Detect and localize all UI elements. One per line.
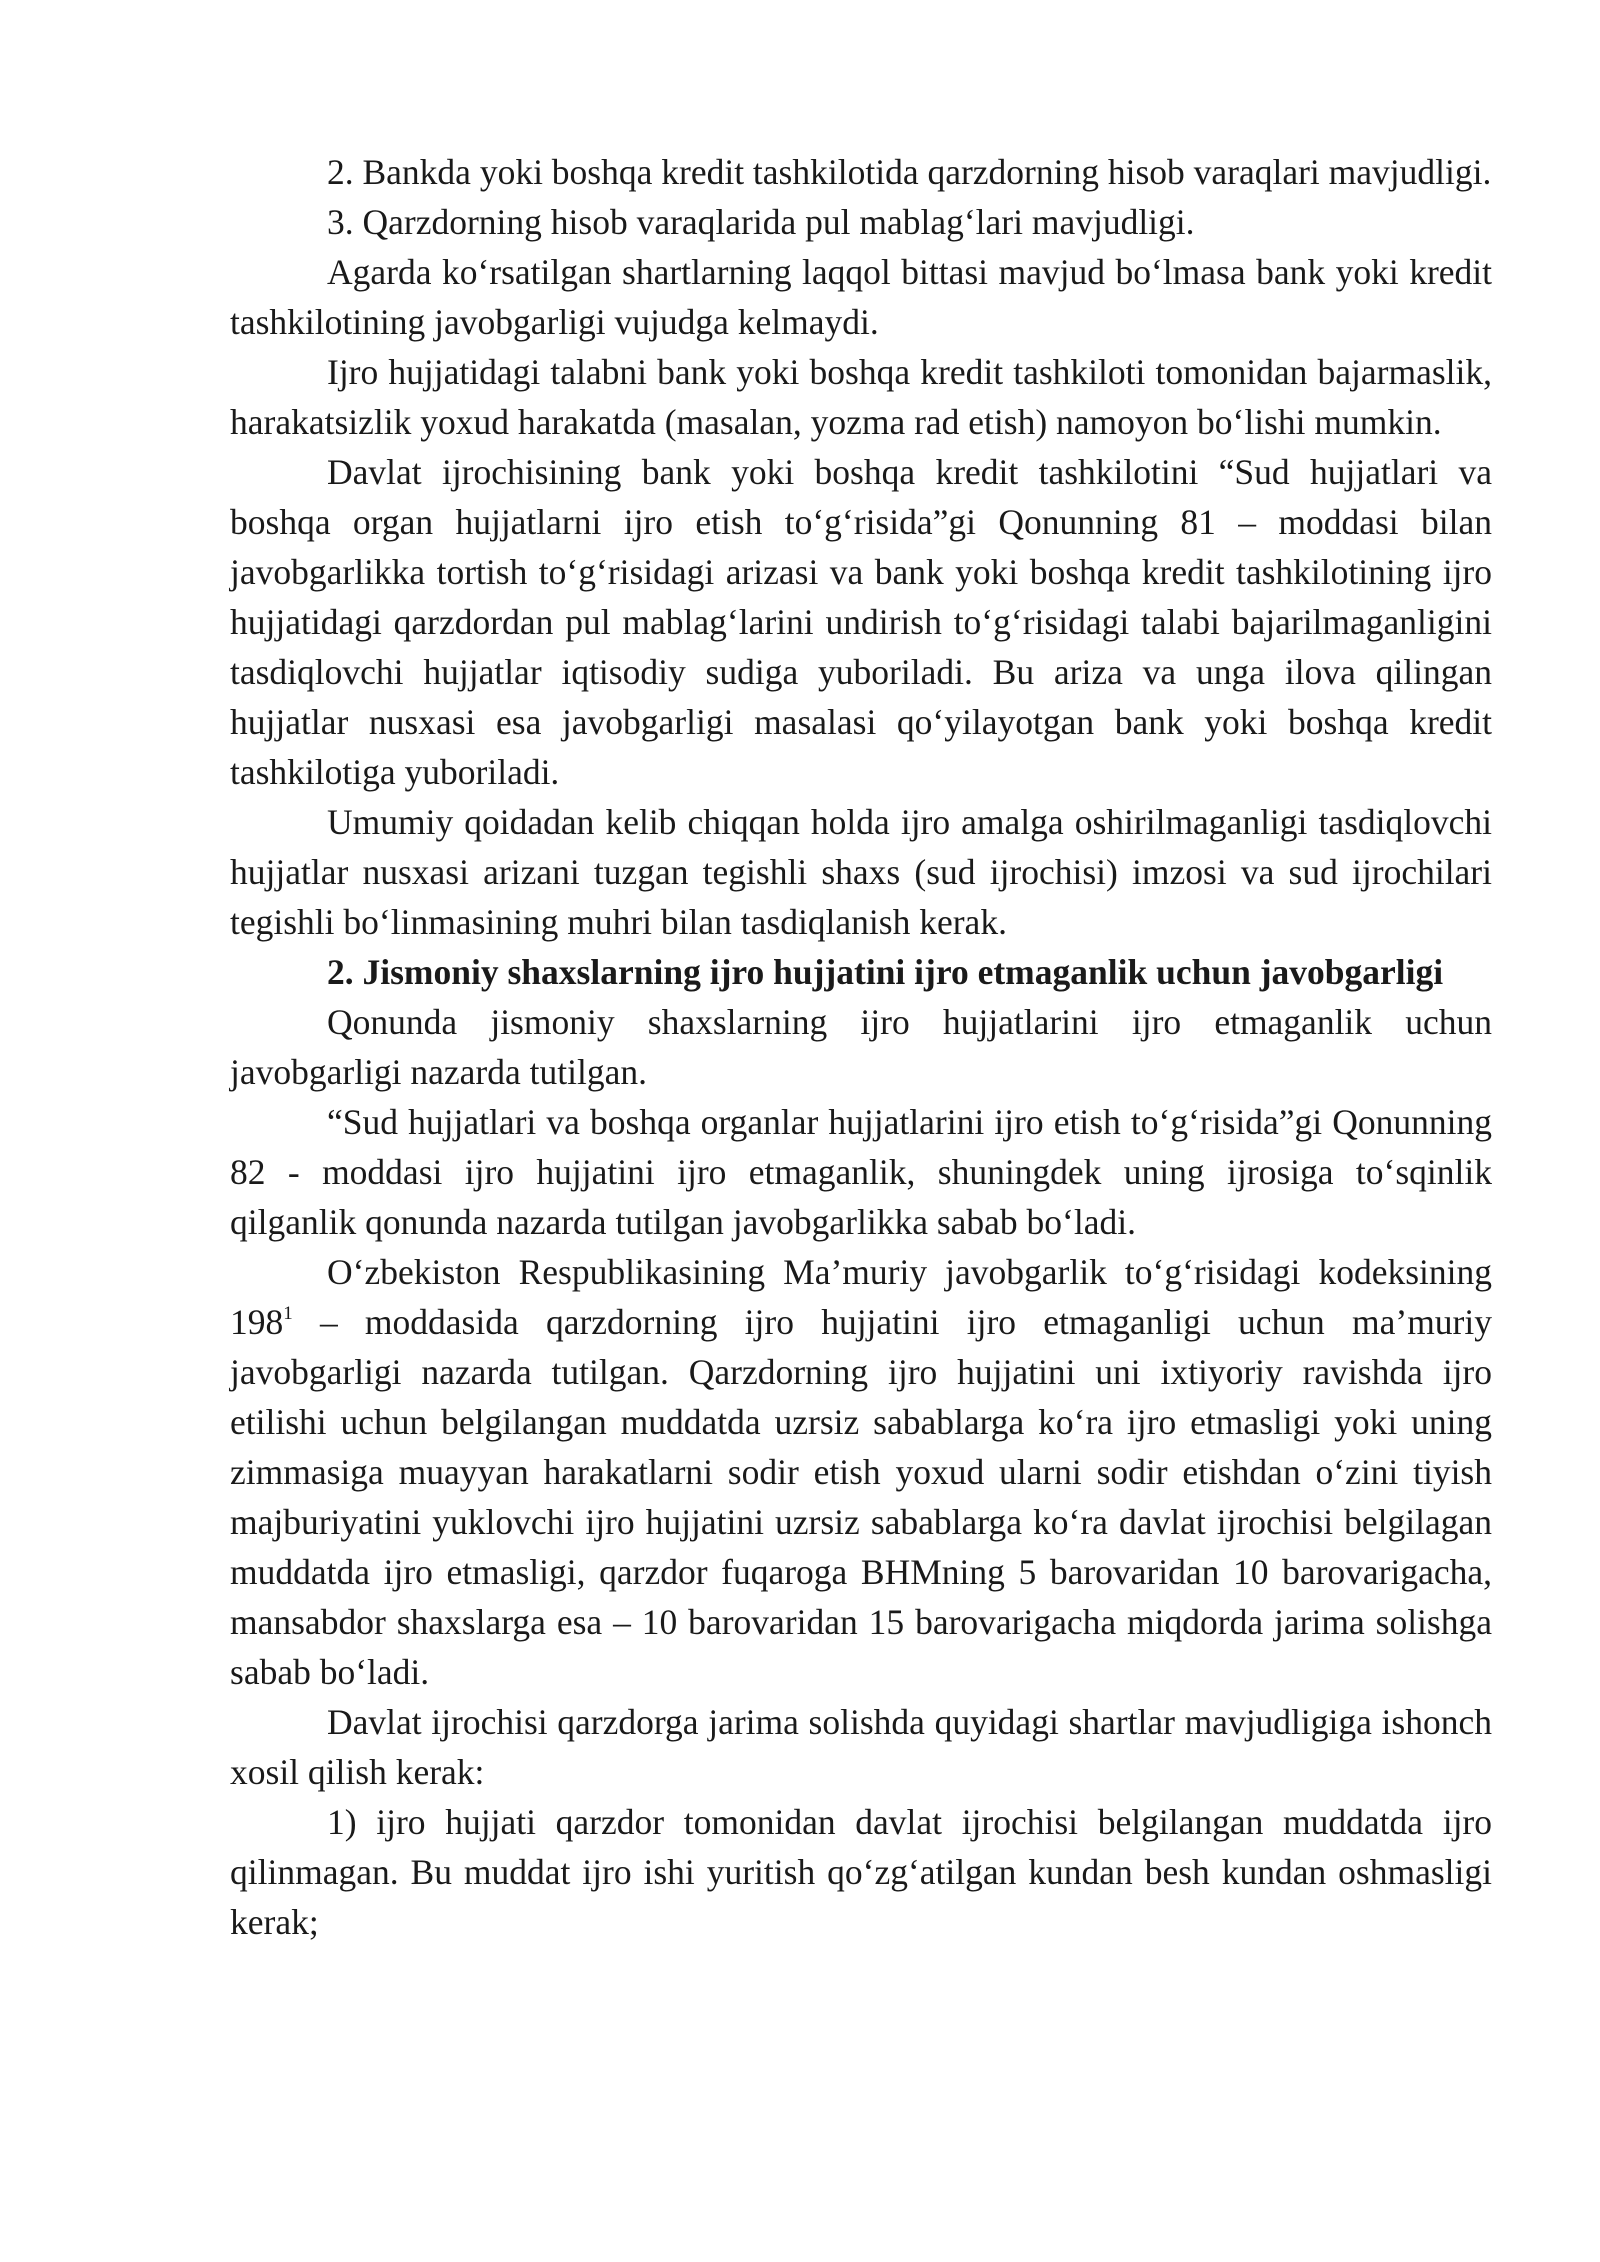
paragraph-fine-conditions: Davlat ijrochisi qarzdorga jarima solishda quyidagi shartlar mavjudligiga ishonch xosil qilish kerak: <box>230 1702 1492 1792</box>
article-superscript: 1 <box>283 1303 293 1325</box>
code-text-after: – moddasida qarzdorning ijro hujjatini ijro etmaganligi uchun ma’muriy javobgarligi nazarda tutilgan. Qarzdorning ijro hujjatini uni ixtiyoriy ravishda ijro etilishi uchun belgilangan muddatda uzrsiz sabablarga ko‘ra ijro etmasligi yoki uning zimmasiga muayyan harakatlarni sodir etish yoxud ularni sodir etishdan o‘zini tiyish majburiyatini yuklovchi ijro hujjatini uzrsiz sabablarga ko‘ra davlat ijrochisi belgilagan muddatda ijro etmasligi, qarzdor fuqaroga BHMning 5 barovaridan 10 barovarigacha, mansabdor shaxslarga esa – 10 barovaridan 15 barovarigacha miqdorda jarima solishga sabab bo‘ladi. <box>230 1302 1492 1692</box>
paragraph-application: Davlat ijrochisining bank yoki boshqa kredit tashkilotini “Sud hujjatlari va boshqa organ hujjatlarni ijro etish to‘g‘risida”gi Qonunning 81 – moddasi bilan javobgarlikka tortish to‘g‘risidagi arizasi va bank yoki boshqa kredit tashkilotining ijro hujjatidagi qarzdordan pul mablag‘larini undirish to‘g‘risidagi talabi bajarilmaganligini tasdiqlovchi hujjatlar iqtisodiy sudiga yuboriladi. Bu ariza va unga ilova qilingan hujjatlar nusxasi esa javobgarligi masalasi qo‘yilayotgan bank yoki boshqa kredit tashkilotiga yuboriladi. <box>230 452 1492 792</box>
paragraph-administrative-code <box>230 1247 1492 1697</box>
paragraph-bank-accounts: 2. Bankda yoki boshqa kredit tashkilotida qarzdorning hisob varaqlari mavjudligi. <box>327 152 1492 192</box>
paragraph-non-execution: Ijro hujjatidagi talabni bank yoki boshqa kredit tashkiloti tomonidan bajarmaslik, harakatsizlik yoxud harakatda (masalan, yozma rad etish) namoyon bo‘lishi mumkin. <box>230 352 1492 442</box>
section-heading: 2. Jismoniy shaxslarning ijro hujjatini ijro etmaganlik uchun javobgarligi <box>327 952 1444 992</box>
paragraph-law-provides: Qonunda jismoniy shaxslarning ijro hujjatlarini ijro etmaganlik uchun javobgarligi nazarda tutilgan. <box>230 1002 1492 1092</box>
code-text-before: O‘zbekiston Respublikasining Ma’muriy javobgarlik to‘g‘risidagi kodeksining 198 <box>230 1252 1492 1342</box>
document-page <box>230 147 1492 1947</box>
paragraph-article-82: “Sud hujjatlari va boshqa organlar hujjatlarini ijro etish to‘g‘risida”gi Qonunning 82 - moddasi ijro hujjatini ijro etmaganlik, shuningdek uning ijrosiga to‘sqinlik qilganlik qonunda nazarda tutilgan javobgarlikka sabab bo‘ladi. <box>230 1102 1492 1242</box>
paragraph-conditions: Agarda ko‘rsatilgan shartlarning laqqol bittasi mavjud bo‘lmasa bank yoki kredit tashkilotining javobgarligi vujudga kelmaydi. <box>230 252 1492 342</box>
paragraph-funds: 3. Qarzdorning hisob varaqlarida pul mablag‘lari mavjudligi. <box>327 202 1195 242</box>
paragraph-general-rule: Umumiy qoidadan kelib chiqqan holda ijro amalga oshirilmaganligi tasdiqlovchi hujjatlar nusxasi arizani tuzgan tegishli shaxs (sud ijrochisi) imzosi va sud ijrochilari tegishli bo‘linmasining muhri bilan tasdiqlanish kerak. <box>230 802 1492 942</box>
paragraph-condition-1: 1) ijro hujjati qarzdor tomonidan davlat ijrochisi belgilangan muddatda ijro qilinmagan. Bu muddat ijro ishi yuritish qo‘zg‘atilgan kundan besh kundan oshmasligi kerak; <box>230 1802 1492 1942</box>
